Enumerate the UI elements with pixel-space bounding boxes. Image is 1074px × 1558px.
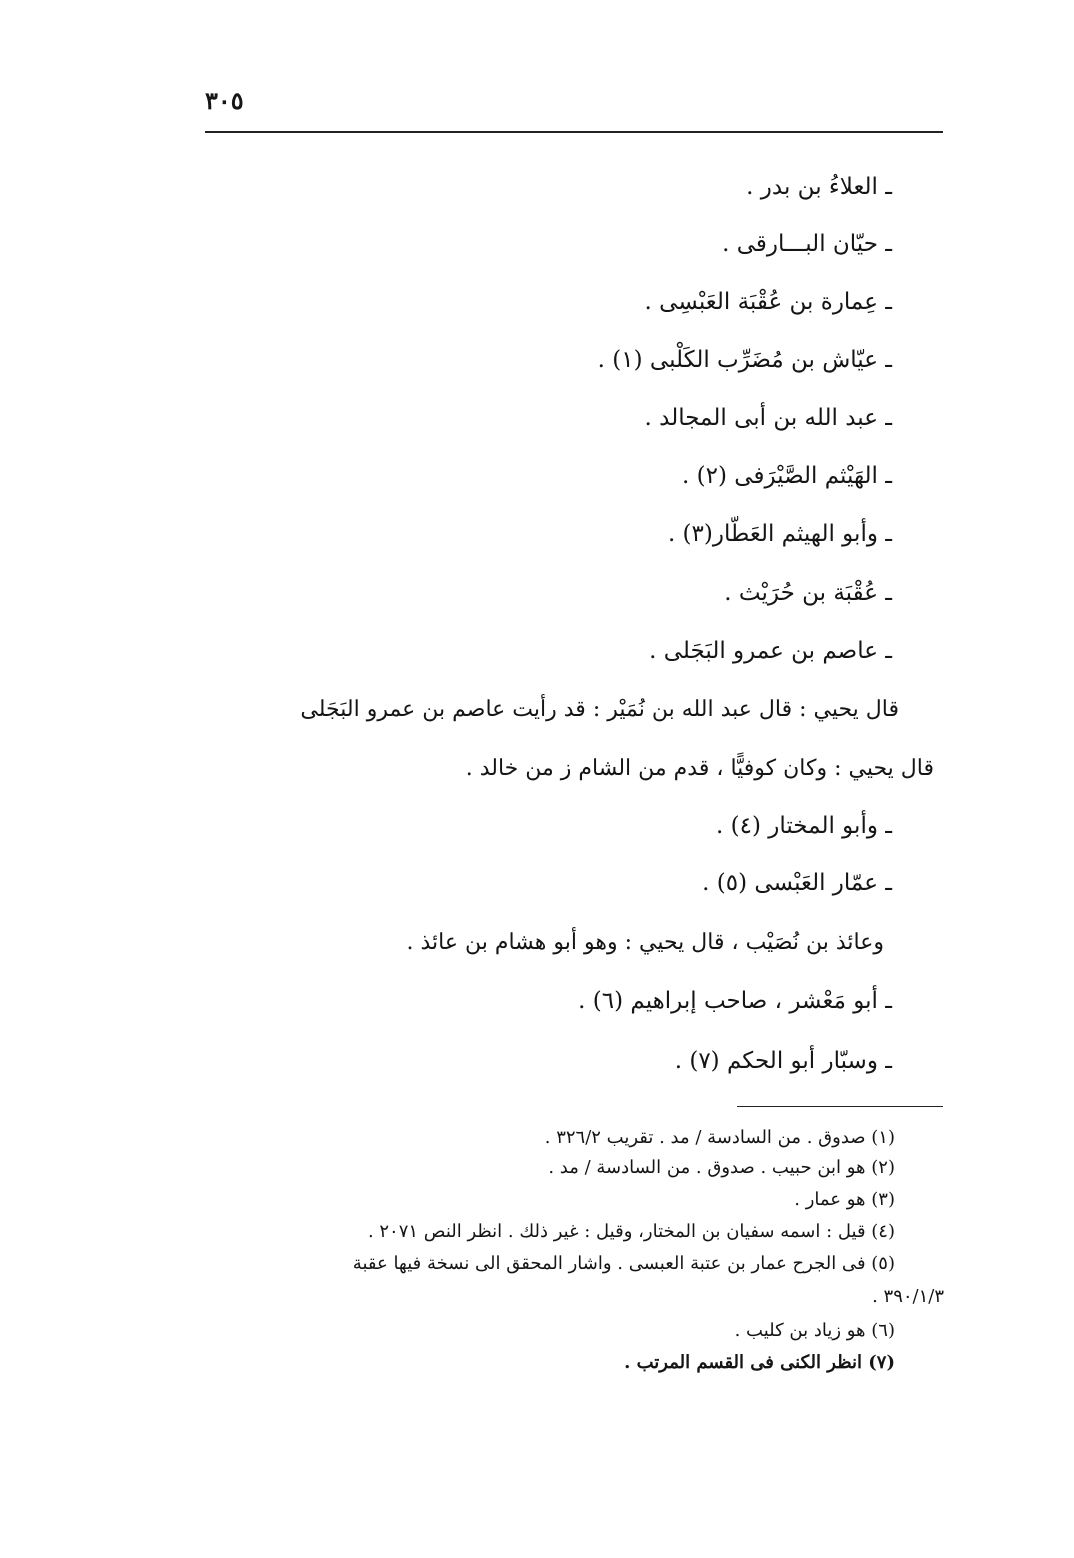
- entry-line: ـ وسبّار أبو الحكم (٧) .: [674, 1048, 892, 1074]
- header-rule: [205, 131, 943, 133]
- entry-line: ـ عاصم بن عمرو البَجَلى .: [649, 638, 892, 664]
- footnote-continuation: ٣٩٠/١/٣ .: [872, 1286, 944, 1307]
- footnote-rule: [737, 1106, 943, 1107]
- page-number: ٣٠٥: [205, 86, 244, 115]
- entry-line: ـ عبد الله بن أبى المجالد .: [644, 405, 892, 431]
- entry-line: ـ الهَيْثم الصَّيْرَفى (٢) .: [682, 463, 892, 489]
- footnote: (١) صدوق . من السادسة / مد . تقريب ٣٢٦/٢ .: [544, 1127, 895, 1148]
- footnote: (٧) انظر الكنى فى القسم المرتب .: [624, 1352, 895, 1373]
- entry-line: ـ عِمارة بن عُقْبَة العَبْسِى .: [644, 289, 892, 315]
- footnote: (٦) هو زياد بن كليب .: [734, 1320, 895, 1341]
- entry-line: ـ عُقْبَة بن حُرَيْث .: [724, 580, 892, 606]
- footnote: (٥) فى الجرح عمار بن عتبة العبسى . واشار المحقق الى نسخة فيها عقبة: [352, 1253, 895, 1274]
- entry-line: ـ حيّان البـــارقى .: [722, 231, 892, 257]
- paragraph-line-1: قال يحيي : قال عبد الله بن نُمَيْر : قد رأيت عاصم بن عمرو البَجَلى: [300, 697, 899, 722]
- footnote: (٢) هو ابن حبيب . صدوق . من السادسة / مد .: [548, 1157, 895, 1178]
- footnote: (٤) قيل : اسمه سفيان بن المختار، وقيل : غير ذلك . انظر النص ٢٠٧١ .: [367, 1221, 895, 1242]
- entry-line: ـ عمّار العَبْسى (٥) .: [702, 870, 892, 896]
- entry-line: ـ أبو مَعْشر ، صاحب إبراهيم (٦) .: [578, 988, 892, 1014]
- paragraph-line-2: قال يحيي : وكان كوفيًّا ، قدم من الشام ز من خالد .: [465, 756, 934, 781]
- entry-line: ـ العلاءُ بن بدر .: [746, 174, 892, 200]
- entry-line: ـ وأبو الهيثم العَطّار(٣) .: [667, 521, 892, 547]
- extra-line: وعائذ بن نُصَيْب ، قال يحيي : وهو أبو هشام بن عائذ .: [406, 930, 884, 955]
- footnote: (٣) هو عمار .: [794, 1189, 895, 1210]
- entry-line: ـ وأبو المختار (٤) .: [716, 813, 892, 839]
- entry-line: ـ عيّاش بن مُضَرِّب الكَلْبى (١) .: [597, 347, 892, 373]
